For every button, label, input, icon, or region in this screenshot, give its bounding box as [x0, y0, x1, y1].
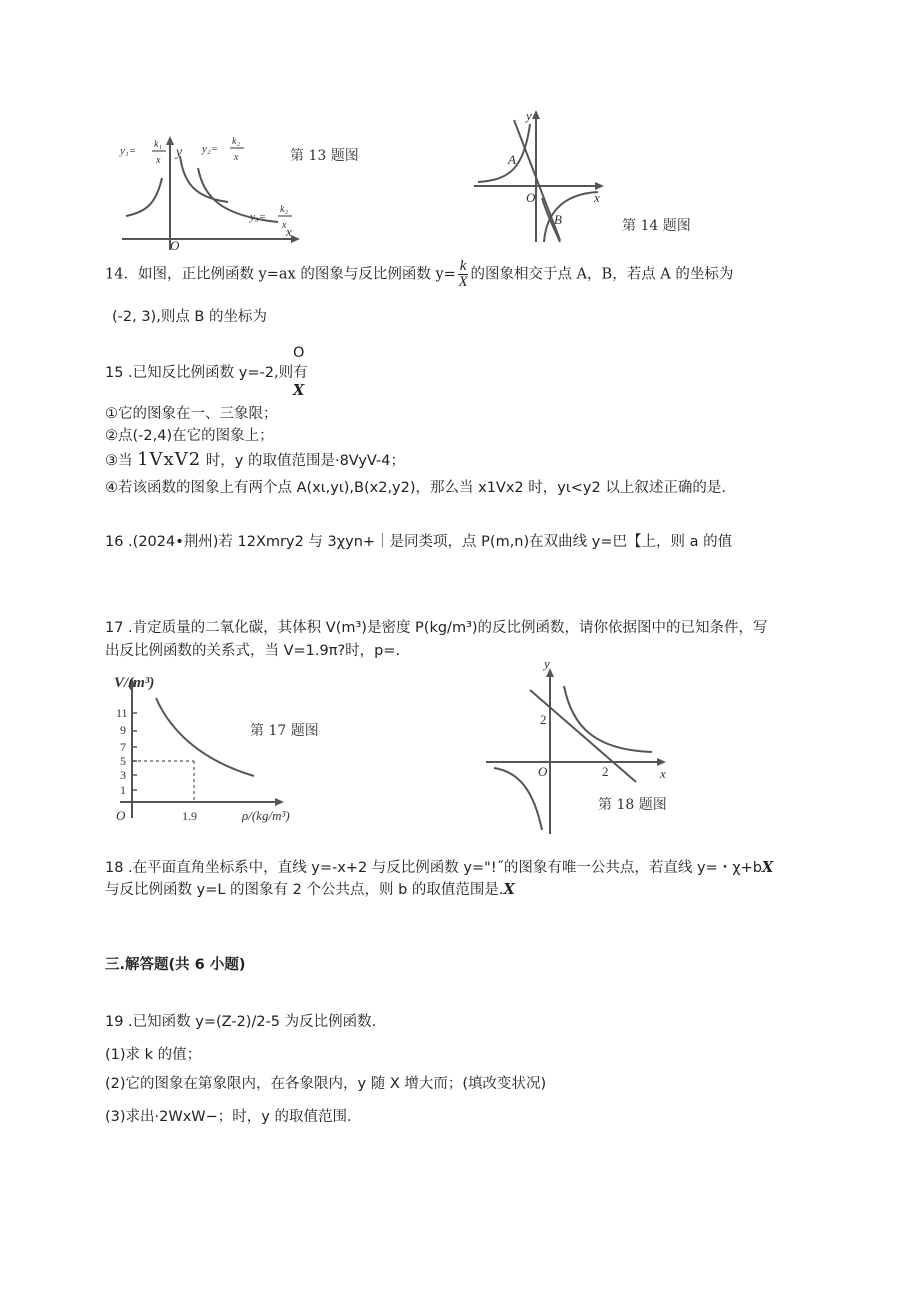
q15-item-3-pre: ③当	[105, 453, 133, 469]
fig17-ytick-9: 9	[120, 723, 126, 737]
q18-line-1-text: 18 .在平面直角坐标系中，直线 y=-x+2 与反比例函数 y="!˝的图象有唯一公共点，若直线 y=・χ+b	[105, 860, 762, 876]
q15-item-3-expr: 1VxV2	[137, 449, 202, 470]
figure-17-caption: 第 17 题图	[250, 723, 319, 739]
fig17-ytick-7: 7	[120, 740, 126, 754]
q15-frac-top: O	[293, 345, 305, 361]
question-18-line-1	[105, 858, 773, 878]
figure-14-caption: 第 14 题图	[622, 218, 691, 234]
fig17-axis-y-label: V/(m³)	[114, 675, 155, 691]
fig13-y1-den: x	[156, 155, 161, 166]
fig18-axis-x: x	[660, 766, 666, 781]
question-16: 16 .(2024•荆州)若 12Xmry2 与 3χyn+｜是同类项，点 P(m,n)在双曲线 y=巴【上，则 a 的值	[105, 534, 733, 550]
question-18-line-2	[105, 880, 515, 900]
fig17-ytick-3: 3	[120, 768, 126, 782]
q15-frac-bottom: X	[293, 382, 305, 399]
fig17-axis-x-label: ρ/(kg/m³)	[242, 808, 290, 823]
q18-line-2-tail: X	[503, 881, 515, 898]
fig14-point-a: A	[508, 152, 516, 167]
fig13-y3-num: k₃	[280, 204, 288, 215]
fig13-y3-label: y₃=	[250, 211, 267, 223]
q14-text-post: 的图象相交于点 A，B，若点 A 的坐标为	[470, 266, 734, 283]
fig17-ytick-1: 1	[120, 783, 126, 797]
fig13-y2-num: k₂	[232, 136, 240, 147]
fig17-origin: O	[116, 808, 126, 823]
figure-14-graph	[470, 106, 610, 246]
q15-item-1: ①它的图象在一、三象限；	[105, 406, 278, 422]
figure-13-caption: 第 13 题图	[290, 148, 359, 164]
q19-part-3: (3)求出·2WxW−；时，y 的取值范围.	[105, 1109, 352, 1125]
q14-frac-den: X	[458, 274, 468, 290]
q19-part-2: (2)它的图象在第象限内，在各象限内，y 随 X 增大而；(填改变状况)	[105, 1076, 547, 1092]
question-14-line-2: (-2, 3),则点 B 的坐标为	[112, 309, 267, 325]
fig17-ytick-11: 11	[116, 706, 128, 720]
fig13-y1-label: y₁=	[120, 145, 137, 157]
question-19-line-1: 19 .已知函数 y=(Z-2)∕2-5 为反比例函数.	[105, 1014, 377, 1030]
fig13-origin: O	[170, 238, 180, 253]
fig18-origin: O	[538, 764, 548, 779]
question-15-line-1: 15 .已知反比例函数 y=-2,则有	[105, 365, 308, 381]
fig13-axis-x: x	[286, 224, 292, 239]
fig14-axis-y: y	[526, 108, 532, 123]
figure-13-graph	[118, 128, 318, 256]
figure-17	[100, 668, 320, 828]
q18-line-1-tail: X	[761, 859, 774, 876]
figure-17-graph	[100, 668, 320, 828]
question-17-line-2: 出反比例函数的关系式，当 V=1.9π?时，p=.	[105, 643, 401, 659]
q19-part-1: (1)求 k 的值；	[105, 1047, 202, 1063]
fig13-y2-den: x	[234, 152, 239, 163]
section-3-title: 三.解答题(共 6 小题)	[105, 957, 246, 973]
q15-item-2: ②点(-2,4)在它的图象上；	[105, 428, 274, 444]
figure-18-caption: 第 18 题图	[598, 797, 667, 813]
fig13-y2-label: y₂=	[202, 143, 219, 155]
q15-item-4: ④若该函数的图象上有两个点 A(xι,yι),B(x2,y2)，那么当 x1Vx2 时，yι<y2 以上叙述正确的是.	[105, 480, 726, 496]
q15-item-3-post: 时，y 的取值范围是·8VyV-4；	[205, 453, 405, 469]
figure-13	[118, 128, 318, 256]
question-17-line-1: 17 .肯定质量的二氧化碳，其体积 V(m³)是密度 P(kg∕m³)的反比例函数，请你依据图中的已知条件，写	[105, 620, 768, 636]
fig17-xtick: 1.9	[182, 809, 197, 823]
fig13-y1-num: k₁	[154, 139, 162, 150]
fig18-axis-y: y	[544, 656, 550, 671]
q14-text-pre: 14．如图，正比例函数 y=ax 的图象与反比例函数 y=	[105, 266, 456, 283]
fig18-tick-y: 2	[540, 712, 547, 727]
q14-frac-num: k	[459, 258, 467, 274]
q15-item-3	[105, 450, 405, 471]
figure-14	[470, 106, 610, 246]
fig13-y3-den: x	[282, 220, 287, 231]
q18-line-2-text: 与反比例函数 y=L 的图象有 2 个公共点，则 b 的取值范围是.	[105, 882, 504, 898]
q14-fraction	[458, 259, 469, 290]
fig14-axis-x: x	[594, 190, 600, 205]
question-14-line-1	[105, 259, 733, 290]
fig13-axis-y: y	[176, 145, 183, 160]
fig18-tick-x: 2	[602, 764, 609, 779]
fig14-point-b: B	[554, 212, 562, 227]
fig14-origin: O	[526, 190, 536, 205]
fig17-ytick-5: 5	[120, 754, 126, 768]
